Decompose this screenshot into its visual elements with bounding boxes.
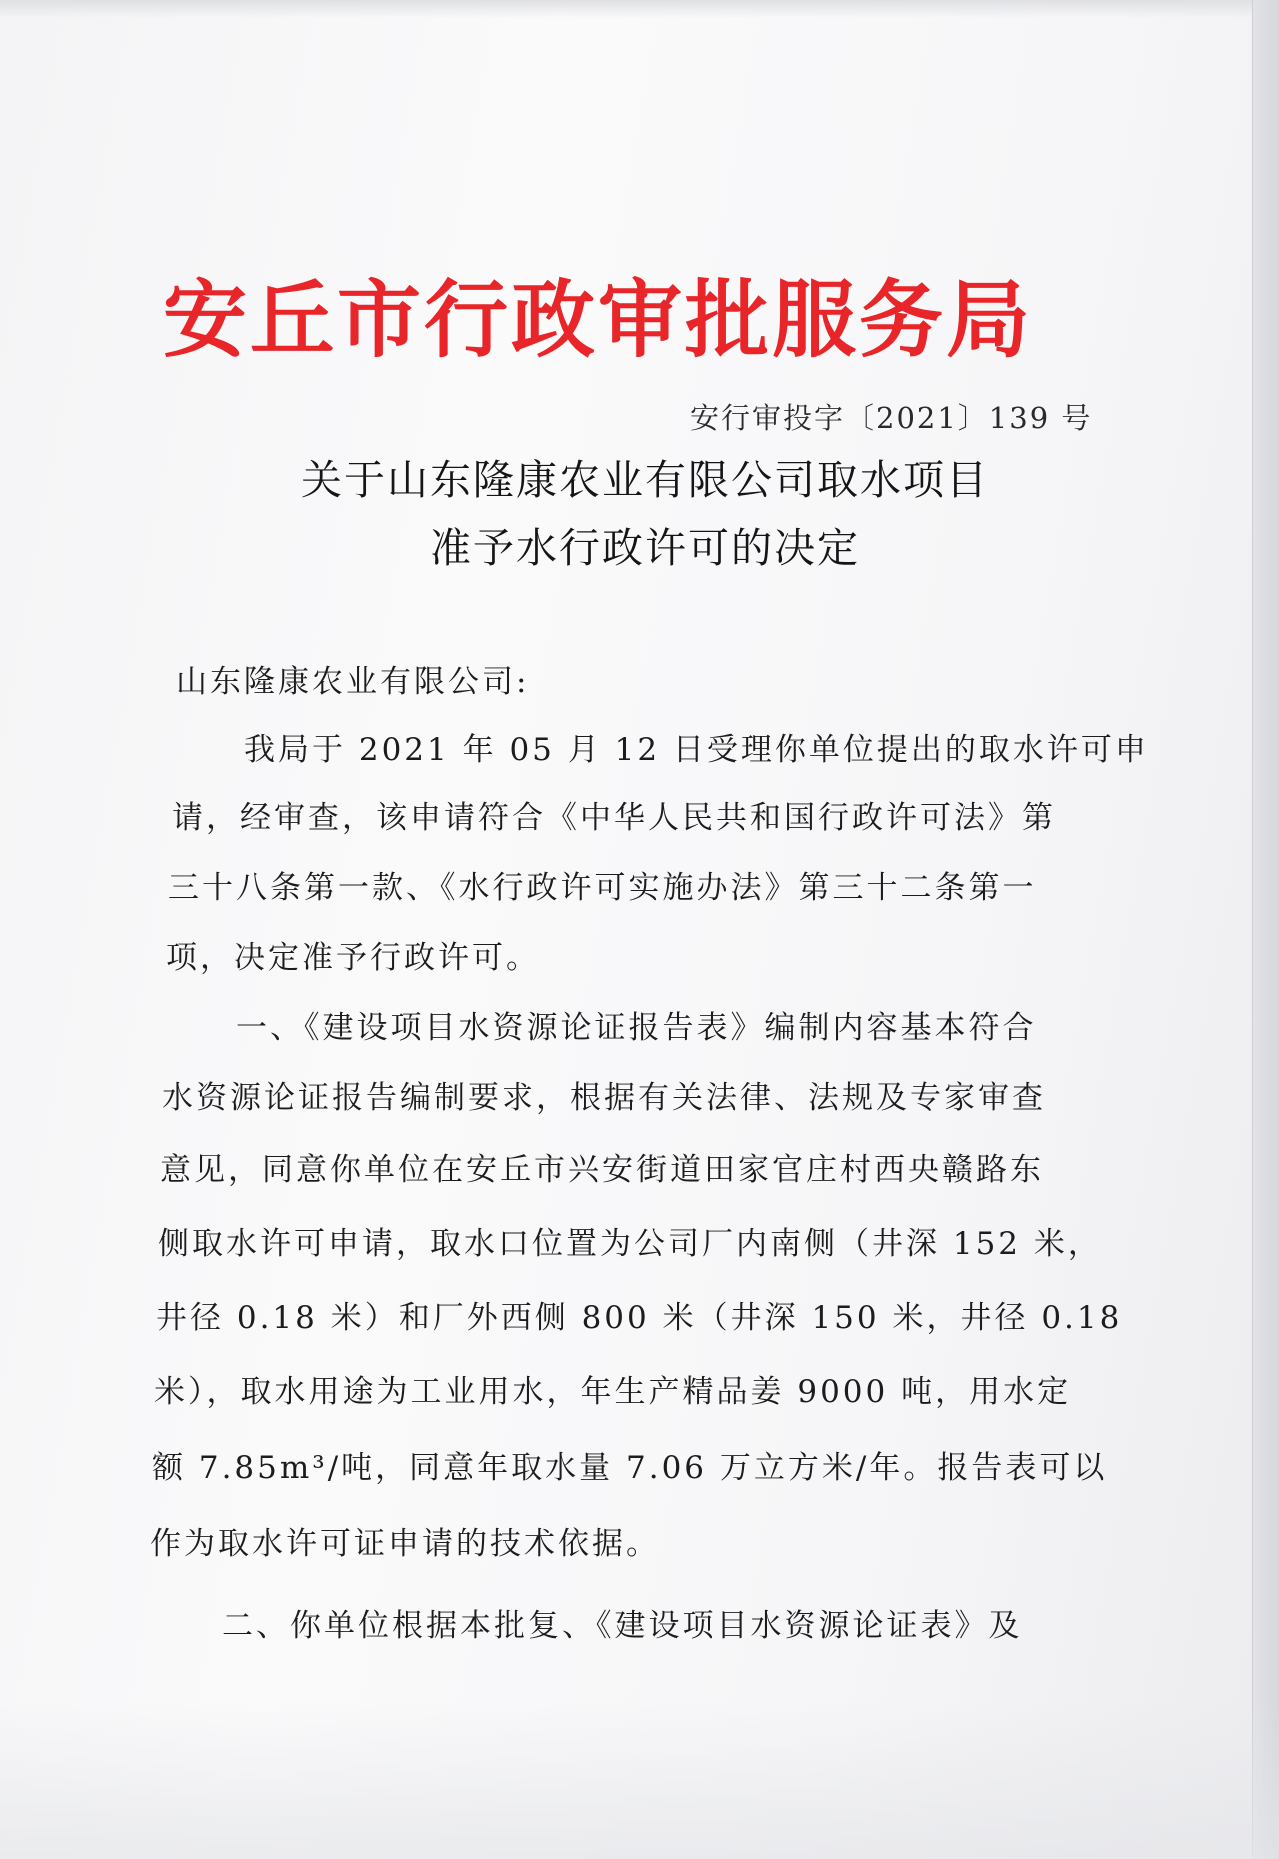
body-line-9: 井径 0.18 米）和厂外西侧 800 米（井深 150 米，井径 0.18 (156, 1300, 1123, 1336)
body-line-10: 米），取水用途为工业用水，年生产精品姜 9000 吨，用水定 (154, 1374, 1072, 1410)
body-line-12: 作为取水许可证申请的技术依据。 (150, 1526, 660, 1562)
document-number: 安行审投字〔2021〕139 号 (690, 401, 1093, 435)
body-line-13: 二、你单位根据本批复、《建设项目水资源论证表》及 (222, 1608, 1023, 1644)
body-line-4: 项，决定准予行政许可。 (166, 940, 540, 976)
body-line-5: 一、《建设项目水资源论证报告表》编制内容基本符合 (236, 1010, 1037, 1046)
body-line-1: 我局于 2021 年 05 月 12 日受理你单位提出的取水许可申 (244, 732, 1149, 768)
body-line-6: 水资源论证报告编制要求，根据有关法律、法规及专家审查 (162, 1080, 1046, 1116)
body-line-7: 意见，同意你单位在安丘市兴安街道田家官庄村西央赣路东 (160, 1152, 1044, 1188)
body-line-8: 侧取水许可申请，取水口位置为公司厂内南侧（井深 152 米， (158, 1226, 1102, 1262)
document-title-line-1: 关于山东隆康农业有限公司取水项目 (301, 456, 989, 504)
bottom-shade (0, 1700, 1279, 1859)
document-title-line-2: 准予水行政许可的决定 (430, 524, 860, 572)
addressee: 山东隆康农业有限公司: (176, 664, 530, 700)
body-line-3: 三十八条第一款、《水行政许可实施办法》第三十二条第一 (168, 870, 1037, 906)
body-line-11: 额 7.85m³/吨，同意年取水量 7.06 万立方米/年。报告表可以 (152, 1450, 1108, 1486)
page-top-shadow (0, 0, 1279, 18)
body-line-2: 请，经审查，该申请符合《中华人民共和国行政许可法》第 (172, 800, 1056, 836)
page-edge (1252, 0, 1279, 1859)
letterhead-title: 安丘市行政审批服务局 (163, 270, 1034, 369)
